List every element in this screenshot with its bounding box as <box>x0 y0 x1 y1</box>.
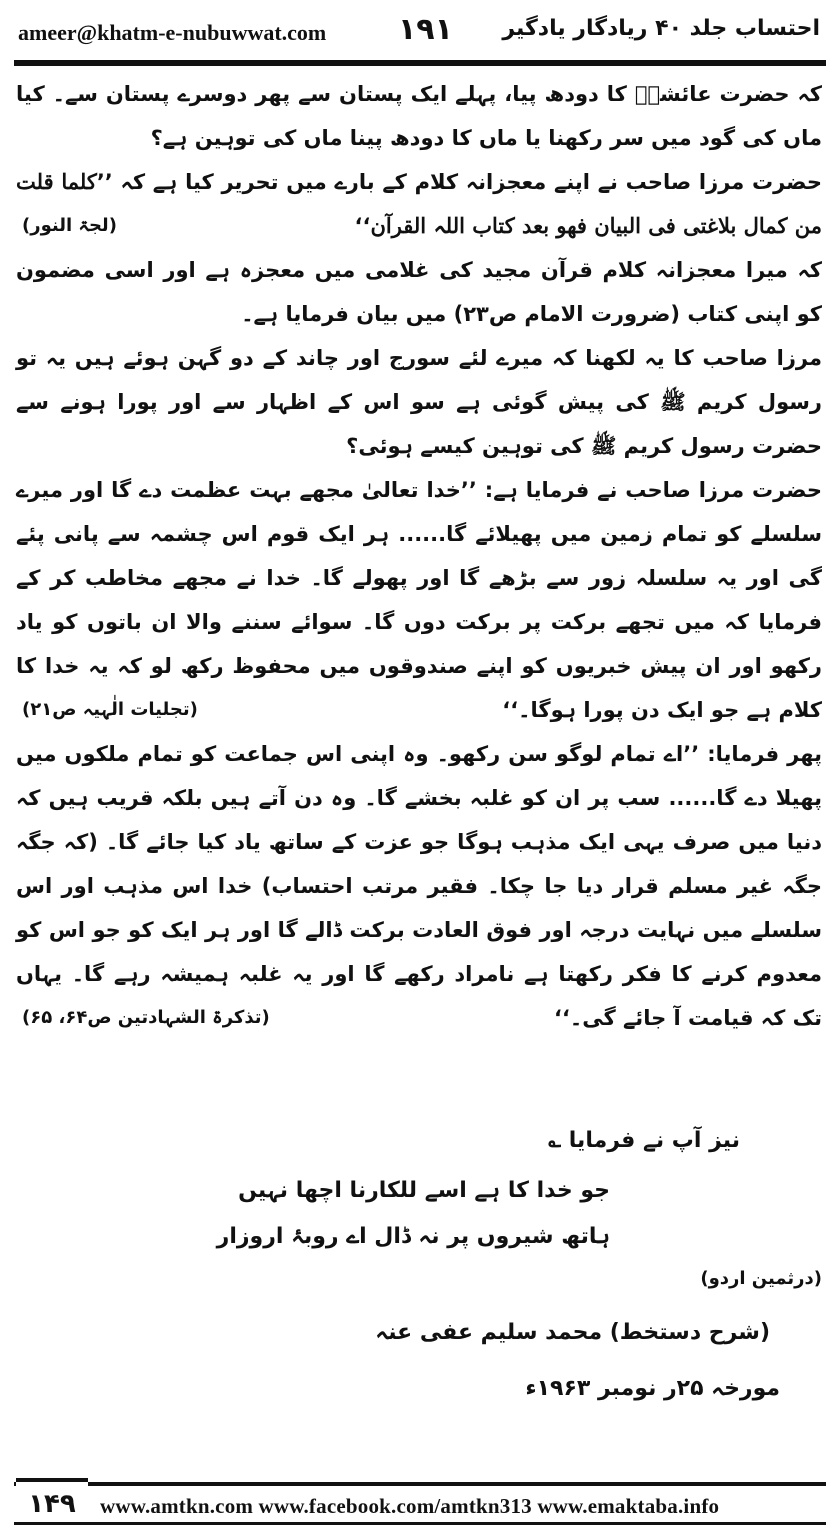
verse-line-1: جو خدا کا ہے اسے للکارنا اچھا نہیں <box>238 1178 610 1203</box>
header-rule <box>14 60 826 66</box>
paragraph-2-text: حضرت مرزا صاحب نے اپنے معجزانہ کلام کے بارے میں تحریر کیا ہے کہ ’’ <box>96 170 822 194</box>
signature-line: (شرح دستخط) محمد سلیم عفی عنہ <box>375 1320 770 1345</box>
paragraph-1: کہ حضرت عائشہؓ کا دودھ پیا، پہلے ایک پستان سے پھر دوسرے پستان سے۔ کیا ماں کی گود میں سر رکھنا یا ماں کا دودھ پینا ماں کی توہین ہے؟ <box>16 82 822 150</box>
paragraph-2-end: ‘‘ <box>354 214 371 238</box>
reference-tazkira: (تذکرۃ الشہادتین ص۶۴، ۶۵) <box>22 1007 270 1028</box>
paragraph-2 <box>16 160 822 248</box>
verse-intro: نیز آپ نے فرمایا ؎ <box>548 1128 740 1153</box>
body-text <box>16 72 822 1040</box>
reference-lujjat-un-noor: (لجۃ النور) <box>22 215 117 236</box>
paragraph-5 <box>16 468 822 732</box>
paragraph-5-text: حضرت مرزا صاحب نے فرمایا ہے: ’’خدا تعالیٰ مجھے بہت عظمت دے گا اور میرے سلسلے کو تمام زمین میں پھیلائے گا...... ہر ایک قوم اس چشمہ سے پانی پئے گی اور یہ سلسلہ زور سے بڑھے گا اور پھولے گا۔ خدا نے مجھے مخاطب کر کے فرمایا کہ میں تجھے برکت پر برکت دوں گا۔ سوائے سننے والا ان باتوں کو یاد رکھو اور ان پیش خبریوں کو اپنے صندوقوں میں محفوظ رکھ لو کہ یہ خدا کا کلام ہے جو ایک دن پورا ہوگا۔‘‘ <box>16 478 822 722</box>
arabic-quote: کلما قلت من کمال بلاغتی فی البیان فھو بعد کتاب اللہ القرآن <box>16 169 822 238</box>
paragraph-4: مرزا صاحب کا یہ لکھنا کہ میرے لئے سورج اور چاند کے دو گہن ہوئے ہیں یہ تو رسول کریم ﷺ کی پیش گوئی ہے سو اس کے اظہار سے اور پورا ہونے سے حضرت رسول کریم ﷺ کی توہین کیسے ہوئی؟ <box>16 346 822 458</box>
verse-source: (درثمین اردو) <box>700 1268 822 1289</box>
footer-rule-bottom <box>14 1522 826 1525</box>
reference-tajalliyat: (تجلیات الٰہیہ ص۲۱) <box>22 699 198 720</box>
paragraph-3: کہ میرا معجزانہ کلام قرآن مجید کی غلامی میں معجزہ ہے اور اسی مضمون کو اپنی کتاب (ضرورت الامام ص۲۳) میں بیان فرمایا ہے۔ <box>16 258 822 326</box>
footer-links: www.amtkn.com www.facebook.com/amtkn313 www.emaktaba.info <box>100 1494 720 1518</box>
header-book-title: احتساب جلد ۴۰ ریادگار یادگیر <box>502 16 820 41</box>
paragraph-6 <box>16 732 822 1040</box>
header-page-number: ۱۹۱ <box>398 12 453 47</box>
header-email: ameer@khatm-e-nubuwwat.com <box>18 20 327 45</box>
paragraph-6-text: پھر فرمایا: ’’اے تمام لوگو سن رکھو۔ وہ اپنی اس جماعت کو تمام ملکوں میں پھیلا دے گا...... سب پر ان کو غلبہ بخشے گا۔ وہ دن آتے ہیں بلکہ قریب ہیں کہ دنیا میں صرف یہی ایک مذہب ہوگا جو عزت کے ساتھ یاد کیا جائے گا۔ (کہ جگہ جگہ غیر مسلم قرار دیا جا چکا۔ فقیر مرتب احتساب) خدا اس مذہب اور اس سلسلے میں نہایت درجہ اور فوق العادت برکت ڈالے گا اور ہر ایک کو جو اس کو معدوم کرنے کا فکر رکھتا ہے نامراد رکھے گا اور یہ غلبہ ہمیشہ رہے گا۔ یہاں تک کہ قیامت آ جائے گی۔‘‘ <box>16 742 822 1030</box>
footer-rule-top <box>14 1482 826 1486</box>
footer-page-number: ۱۴۹ <box>16 1478 88 1526</box>
date-line: مورخہ ۲۵ر نومبر ۱۹۶۳ء <box>525 1376 780 1401</box>
verse-line-2: ہاتھ شیروں پر نہ ڈال اے روبۂ اروزار <box>216 1224 610 1249</box>
